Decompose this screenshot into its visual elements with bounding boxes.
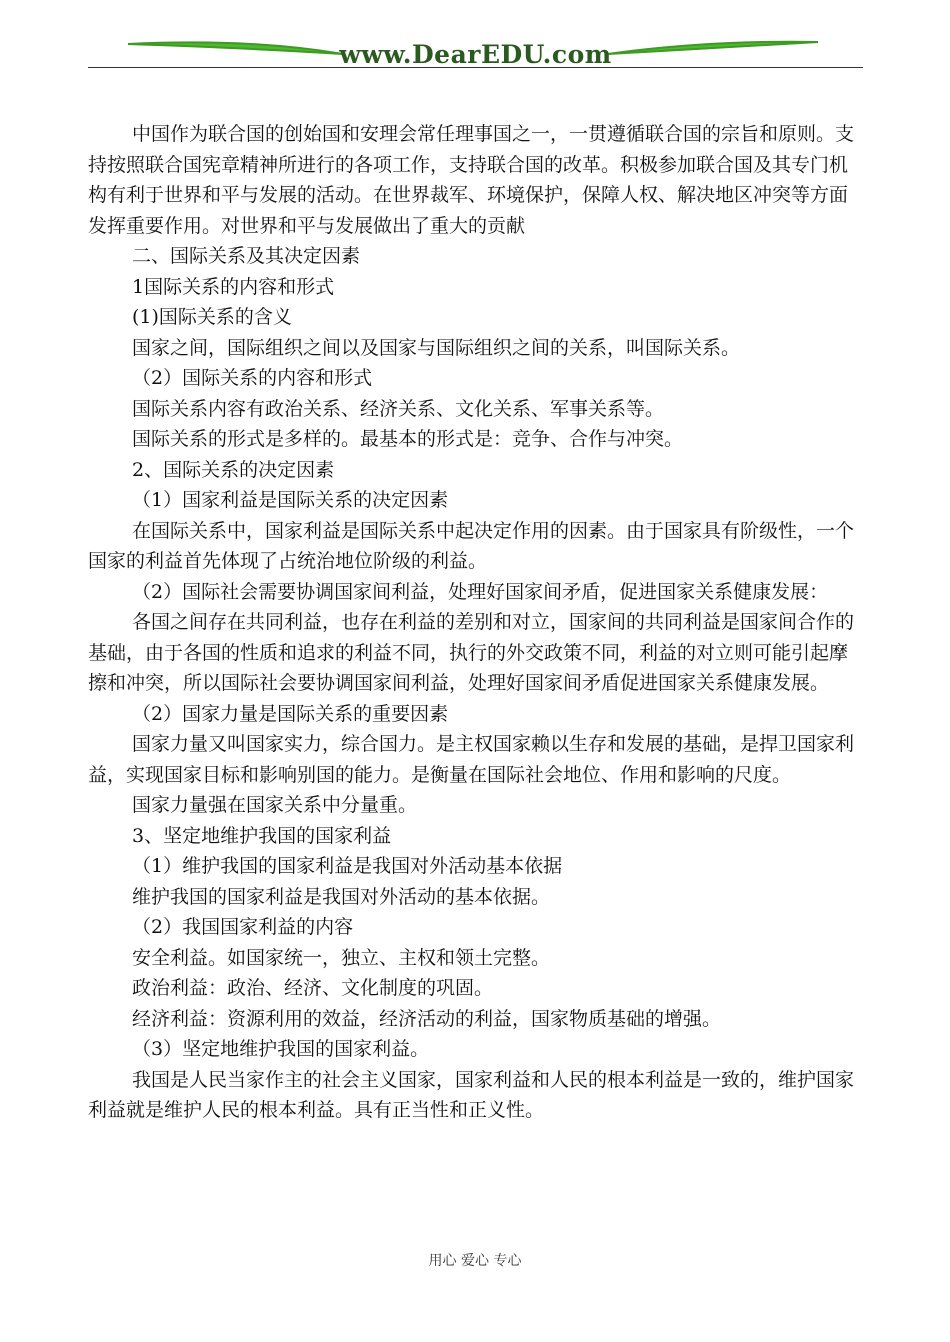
paragraph: 安全利益。如国家统一，独立、主权和领土完整。 xyxy=(132,946,551,969)
subsection-heading: 3、坚定地维护我国的国家利益 xyxy=(132,824,392,847)
paragraph: 中国作为联合国的创始国和安理会常任理事国之一，一贯遵循联合国的宗旨和原则。支持按照联合国宪章精神所进行的各项工作，支持联合国的改革。积极参加联合国及其专门机构有利于世界和平与发展的活动。在世界裁军、环境保护，保障人权、解决地区冲突等方面发挥重要作用。对世界和平与发展做出了重大的贡献 xyxy=(88,123,855,237)
site-logo-text: www.DearEDU.com xyxy=(339,40,612,69)
subsection-heading: （2）我国国家利益的内容 xyxy=(132,916,354,938)
subsection-heading: (1)国际关系的含义 xyxy=(132,306,292,328)
subsection-heading: 2、国际关系的决定因素 xyxy=(132,458,335,481)
paragraph: 我国是人民当家作主的社会主义国家，国家利益和人民的根本利益是一致的，维护国家利益就是维护人民的根本利益。具有正当性和正义性。 xyxy=(88,1068,855,1121)
subsection-heading: （2）国际关系的内容和形式 xyxy=(132,367,373,389)
paragraph: 国家力量强在国家关系中分量重。 xyxy=(132,794,418,816)
page-footer: 用心 爱心 专心 xyxy=(428,1253,522,1269)
paragraph: 各国之间存在共同利益，也存在利益的差别和对立，国家间的共同利益是国家间合作的基础，由于各国的性质和追求的利益不同，执行的外交政策不同，利益的对立则可能引起摩擦和冲突，所以国际社会要协调国家间利益，处理好国家间矛盾促进国家关系健康发展。 xyxy=(88,611,855,694)
paragraph: 国家之间，国际组织之间以及国家与国际组织之间的关系，叫国际关系。 xyxy=(132,336,741,359)
subsection-heading: （3）坚定地维护我国的国家利益。 xyxy=(132,1038,430,1060)
paragraph: （2）国际社会需要协调国家间利益，处理好国家间矛盾，促进国家关系健康发展： xyxy=(132,580,829,603)
paragraph: 经济利益：资源利用的效益，经济活动的利益，国家物质基础的增强。 xyxy=(132,1007,722,1030)
paragraph: 在国际关系中，国家利益是国际关系中起决定作用的因素。由于国家具有阶级性，一个国家的利益首先体现了占统治地位阶级的利益。 xyxy=(88,519,855,572)
paragraph: 国际关系内容有政治关系、经济关系、文化关系、军事关系等。 xyxy=(132,397,665,420)
paragraph: 国家力量又叫国家实力，综合国力。是主权国家赖以生存和发展的基础，是捍卫国家利益，实现国家目标和影响别国的能力。是衡量在国际社会地位、作用和影响的尺度。 xyxy=(88,733,855,786)
subsection-heading: （1）国家利益是国际关系的决定因素 xyxy=(132,489,449,511)
subsection-heading: 1国际关系的内容和形式 xyxy=(132,275,335,298)
subsection-heading: （1）维护我国的国家利益是我国对外活动基本依据 xyxy=(132,855,563,877)
section-heading: 二、国际关系及其决定因素 xyxy=(132,245,361,267)
header-divider xyxy=(88,67,863,68)
subsection-heading: （2）国家力量是国际关系的重要因素 xyxy=(132,702,449,725)
paragraph: 国际关系的形式是多样的。最基本的形式是：竞争、合作与冲突。 xyxy=(132,428,684,450)
paragraph: 维护我国的国家利益是我国对外活动的基本依据。 xyxy=(132,885,551,908)
document-body xyxy=(88,119,863,1126)
paragraph: 政治利益：政治、经济、文化制度的巩固。 xyxy=(132,977,494,999)
